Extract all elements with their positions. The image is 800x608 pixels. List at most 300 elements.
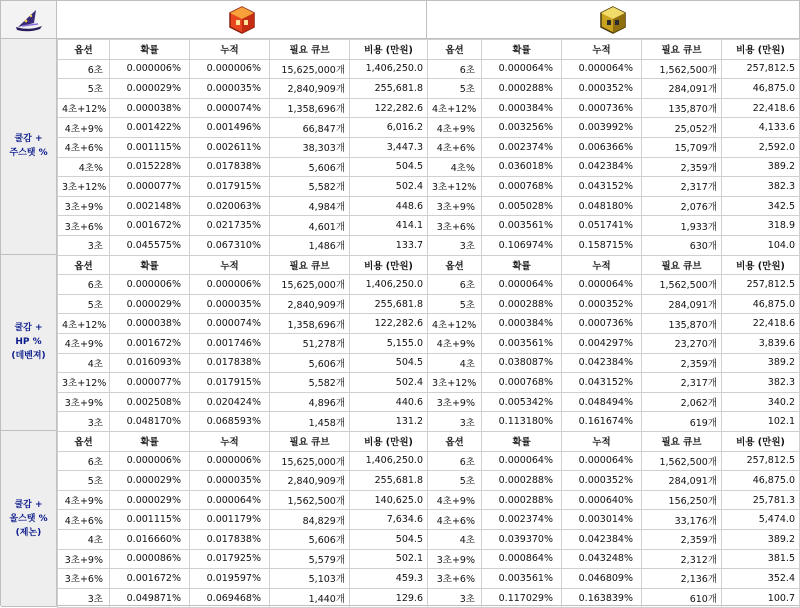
cost-cell: 340.2 [722,392,800,412]
cubes-needed-cell: 15,625,000개 [270,451,350,471]
cubes-needed-cell: 2,359개 [642,529,722,549]
cubes-needed-cell: 33,176개 [642,510,722,530]
table-row [58,471,428,491]
option-cell: 3초 [58,412,110,432]
cubes-needed-cell: 2,312개 [642,549,722,569]
table-row [58,490,428,510]
cubes-needed-cell: 1,562,500개 [642,59,722,79]
cubes-needed-cell: 38,303개 [270,137,350,157]
probability-cell: 0.000029% [110,294,190,314]
table-row [58,333,428,353]
option-cell: 4초+6% [428,510,482,530]
probability-cell: 0.045575% [110,235,190,255]
column-header: 필요 큐브 [642,40,722,60]
probability-cell: 0.000029% [110,490,190,510]
section-label-text: 쿨감 + 주스탯 % [9,134,48,159]
cumulative-cell: 0.000064% [190,490,270,510]
cost-cell: 131.2 [350,412,428,432]
section-label [1,39,57,255]
table-row [428,529,800,549]
column-header: 비용 (만원) [722,432,800,452]
cost-cell: 2,592.0 [722,137,800,157]
probability-cell: 0.000288% [482,294,562,314]
cubes-needed-cell: 2,359개 [642,157,722,177]
probability-cell: 0.000864% [482,549,562,569]
probability-cell: 0.036018% [482,157,562,177]
cumulative-cell: 0.020063% [190,196,270,216]
probability-cell: 0.002148% [110,196,190,216]
cost-cell: 102.1 [722,412,800,432]
cumulative-cell: 0.017915% [190,177,270,197]
column-header: 누적 [190,255,270,275]
probability-cell: 0.117029% [482,588,562,608]
cumulative-cell: 0.069468% [190,588,270,608]
cubes-needed-cell: 2,317개 [642,177,722,197]
probability-cell: 0.016093% [110,353,190,373]
cost-cell: 5,155.0 [350,333,428,353]
option-cell: 3초+12% [58,177,110,197]
cubes-needed-cell: 5,606개 [270,157,350,177]
option-cell: 6초 [428,451,482,471]
option-cell: 4초+9% [58,333,110,353]
option-cell: 6초 [58,59,110,79]
option-cell: 3초+12% [428,373,482,393]
probability-cell: 0.000768% [482,373,562,393]
cumulative-cell: 0.042384% [562,353,642,373]
table-row [58,157,428,177]
red-cube-header [57,1,427,39]
cost-cell: 389.2 [722,157,800,177]
cubes-needed-cell: 135,870개 [642,314,722,334]
column-header: 옵션 [428,40,482,60]
cubes-needed-cell: 1,562,500개 [642,275,722,295]
cumulative-cell: 0.017838% [190,157,270,177]
table-row [428,392,800,412]
cumulative-cell: 0.043248% [562,549,642,569]
probability-cell: 0.039370% [482,529,562,549]
table-row [428,569,800,589]
probability-cell: 0.001672% [110,569,190,589]
cumulative-cell: 0.000006% [190,59,270,79]
wizard-hat-icon [14,7,44,33]
option-cell: 5초 [58,79,110,99]
cubes-needed-cell: 51,278개 [270,333,350,353]
cost-cell: 100.7 [722,588,800,608]
table-row [58,137,428,157]
cubes-needed-cell: 66,847개 [270,118,350,138]
left-cube-table [57,255,428,432]
option-cell: 3초+9% [58,549,110,569]
cost-cell: 1,406,250.0 [350,59,428,79]
option-cell: 3초+9% [428,549,482,569]
cumulative-cell: 0.068593% [190,412,270,432]
cubes-needed-cell: 5,606개 [270,529,350,549]
right-cube-table [427,39,800,256]
table-row [428,353,800,373]
cubes-needed-cell: 2,359개 [642,353,722,373]
cumulative-cell: 0.042384% [562,529,642,549]
cost-cell: 22,418.6 [722,98,800,118]
cumulative-cell: 0.001179% [190,510,270,530]
cumulative-cell: 0.000736% [562,98,642,118]
option-cell: 3초+6% [428,216,482,236]
cumulative-cell: 0.042384% [562,157,642,177]
probability-cell: 0.002374% [482,510,562,530]
probability-cell: 0.005342% [482,392,562,412]
option-cell: 6초 [428,59,482,79]
cost-cell: 1,406,250.0 [350,275,428,295]
option-cell: 3초+9% [428,196,482,216]
probability-cell: 0.001422% [110,118,190,138]
option-cell: 4초 [428,353,482,373]
column-header: 확률 [482,40,562,60]
cumulative-cell: 0.000064% [562,451,642,471]
cubes-needed-cell: 2,136개 [642,569,722,589]
cumulative-cell: 0.000352% [562,79,642,99]
table-row [428,333,800,353]
option-cell: 6초 [58,275,110,295]
probability-cell: 0.005028% [482,196,562,216]
column-header: 옵션 [428,432,482,452]
table-row [58,98,428,118]
cumulative-cell: 0.161674% [562,412,642,432]
cost-cell: 389.2 [722,353,800,373]
table-row [58,235,428,255]
cost-cell: 502.1 [350,549,428,569]
cubes-needed-cell: 1,358,696개 [270,98,350,118]
cumulative-cell: 0.000074% [190,98,270,118]
cost-cell: 257,812.5 [722,451,800,471]
table-row [428,510,800,530]
cumulative-cell: 0.006366% [562,137,642,157]
cost-cell: 502.4 [350,177,428,197]
column-header: 누적 [562,255,642,275]
cubes-needed-cell: 1,562,500개 [270,490,350,510]
cost-cell: 257,812.5 [722,275,800,295]
cubes-needed-cell: 1,486개 [270,235,350,255]
column-header: 비용 (만원) [350,432,428,452]
right-cube-table [427,431,800,608]
table-row [428,235,800,255]
table-row [428,177,800,197]
cost-cell: 122,282.6 [350,314,428,334]
probability-cell: 0.001115% [110,510,190,530]
cubes-needed-cell: 4,896개 [270,392,350,412]
probability-cell: 0.016660% [110,529,190,549]
cost-cell: 46,875.0 [722,79,800,99]
option-cell: 3초 [428,412,482,432]
option-cell: 4초+9% [428,490,482,510]
left-cube-table [57,431,428,608]
probability-cell: 0.000288% [482,471,562,491]
cumulative-cell: 0.000006% [190,275,270,295]
cumulative-cell: 0.000064% [562,275,642,295]
gold-cube-header [427,1,799,39]
probability-cell: 0.106974% [482,235,562,255]
probability-cell: 0.038087% [482,353,562,373]
cumulative-cell: 0.000064% [562,59,642,79]
cost-cell: 46,875.0 [722,471,800,491]
option-cell: 4초+6% [58,510,110,530]
option-cell: 4초+12% [58,98,110,118]
table-header-row [428,432,800,452]
table-header-row [428,40,800,60]
cubes-needed-cell: 2,062개 [642,392,722,412]
table-row [428,451,800,471]
option-cell: 3초+9% [428,392,482,412]
cumulative-cell: 0.000035% [190,471,270,491]
probability-cell: 0.000064% [482,275,562,295]
cubes-needed-cell: 2,840,909개 [270,79,350,99]
option-cell: 4초+6% [428,137,482,157]
option-cell: 4초+9% [58,490,110,510]
cost-cell: 414.1 [350,216,428,236]
cumulative-cell: 0.001496% [190,118,270,138]
cumulative-cell: 0.043152% [562,177,642,197]
cumulative-cell: 0.067310% [190,235,270,255]
cumulative-cell: 0.000640% [562,490,642,510]
option-cell: 5초 [428,471,482,491]
column-header: 확률 [482,255,562,275]
probability-cell: 0.049871% [110,588,190,608]
cubes-needed-cell: 84,829개 [270,510,350,530]
probability-cell: 0.000077% [110,177,190,197]
cumulative-cell: 0.019597% [190,569,270,589]
cost-cell: 459.3 [350,569,428,589]
option-cell: 4초+9% [428,333,482,353]
cumulative-cell: 0.000006% [190,451,270,471]
option-cell: 3초+6% [58,569,110,589]
option-cell: 5초 [58,471,110,491]
cumulative-cell: 0.017838% [190,353,270,373]
option-cell: 3초 [428,588,482,608]
cost-cell: 3,839.6 [722,333,800,353]
cubes-needed-cell: 15,709개 [642,137,722,157]
table-header-row [58,40,428,60]
probability-cell: 0.003256% [482,118,562,138]
probability-cell: 0.000006% [110,451,190,471]
cubes-needed-cell: 15,625,000개 [270,59,350,79]
table-row [428,549,800,569]
cubes-needed-cell: 25,052개 [642,118,722,138]
table-row [58,275,428,295]
cubes-needed-cell: 5,103개 [270,569,350,589]
probability-cell: 0.000029% [110,471,190,491]
table-row [58,196,428,216]
table-row [428,196,800,216]
table-row [428,275,800,295]
table-row [428,79,800,99]
column-header: 옵션 [58,40,110,60]
cubes-needed-cell: 5,582개 [270,177,350,197]
cubes-needed-cell: 1,458개 [270,412,350,432]
option-cell: 4초+6% [58,137,110,157]
cost-cell: 440.6 [350,392,428,412]
cubes-needed-cell: 156,250개 [642,490,722,510]
probability-cell: 0.000288% [482,79,562,99]
probability-cell: 0.001672% [110,333,190,353]
option-cell: 4초% [428,157,482,177]
cubes-needed-cell: 23,270개 [642,333,722,353]
probability-cell: 0.003561% [482,569,562,589]
table-row [428,157,800,177]
table-row [428,373,800,393]
cubes-needed-cell: 1,562,500개 [642,451,722,471]
probability-cell: 0.000077% [110,373,190,393]
cumulative-cell: 0.000736% [562,314,642,334]
right-cube-table [427,255,800,432]
table-row [58,529,428,549]
probability-cell: 0.003561% [482,333,562,353]
option-cell: 6초 [58,451,110,471]
cost-cell: 382.3 [722,373,800,393]
table-row [58,392,428,412]
option-cell: 4초+9% [58,118,110,138]
cumulative-cell: 0.043152% [562,373,642,393]
option-cell: 3초+9% [58,392,110,412]
cumulative-cell: 0.163839% [562,588,642,608]
table-row [428,412,800,432]
cost-cell: 7,634.6 [350,510,428,530]
cubes-needed-cell: 619개 [642,412,722,432]
column-header: 비용 (만원) [722,255,800,275]
cubes-needed-cell: 1,358,696개 [270,314,350,334]
probability-cell: 0.002508% [110,392,190,412]
cubes-needed-cell: 135,870개 [642,98,722,118]
table-header-row [58,255,428,275]
cost-cell: 504.5 [350,353,428,373]
red-cube-icon [227,5,257,35]
cumulative-cell: 0.000035% [190,294,270,314]
table-row [58,294,428,314]
column-header: 필요 큐브 [270,255,350,275]
cost-cell: 352.4 [722,569,800,589]
section-label-text: 쿨감 + HP % (데벤져) [11,323,46,362]
option-cell: 4초+12% [58,314,110,334]
cubes-needed-cell: 5,582개 [270,373,350,393]
cumulative-cell: 0.158715% [562,235,642,255]
table-row [58,79,428,99]
table-row [58,177,428,197]
cost-cell: 381.5 [722,549,800,569]
cost-cell: 140,625.0 [350,490,428,510]
table-row [58,314,428,334]
cost-cell: 25,781.3 [722,490,800,510]
table-row [58,549,428,569]
column-header: 확률 [110,255,190,275]
probability-cell: 0.000038% [110,314,190,334]
cost-cell: 133.7 [350,235,428,255]
left-cube-table [57,39,428,256]
cost-cell: 382.3 [722,177,800,197]
option-cell: 3초 [428,235,482,255]
table-row [428,216,800,236]
cumulative-cell: 0.020424% [190,392,270,412]
option-cell: 4초 [58,353,110,373]
probability-cell: 0.048170% [110,412,190,432]
option-cell: 4초 [58,529,110,549]
cost-cell: 342.5 [722,196,800,216]
table-row [58,59,428,79]
column-header: 필요 큐브 [642,255,722,275]
table-header-row [428,255,800,275]
table-row [58,216,428,236]
cost-cell: 257,812.5 [722,59,800,79]
cubes-needed-cell: 630개 [642,235,722,255]
cubes-needed-cell: 284,091개 [642,294,722,314]
option-cell: 3초+12% [58,373,110,393]
table-row [428,118,800,138]
cumulative-cell: 0.051741% [562,216,642,236]
cubes-needed-cell: 4,984개 [270,196,350,216]
table-row [428,98,800,118]
cubes-needed-cell: 610개 [642,588,722,608]
cumulative-cell: 0.017915% [190,373,270,393]
column-header: 옵션 [58,432,110,452]
cubes-needed-cell: 15,625,000개 [270,275,350,295]
cost-cell: 3,447.3 [350,137,428,157]
table-row [58,510,428,530]
cumulative-cell: 0.004297% [562,333,642,353]
cost-cell: 5,474.0 [722,510,800,530]
table-row [58,118,428,138]
cubes-needed-cell: 2,840,909개 [270,294,350,314]
cost-cell: 255,681.8 [350,471,428,491]
cumulative-cell: 0.002611% [190,137,270,157]
cost-cell: 448.6 [350,196,428,216]
cubes-needed-cell: 2,317개 [642,373,722,393]
column-header: 옵션 [58,255,110,275]
probability-cell: 0.000006% [110,275,190,295]
cumulative-cell: 0.048180% [562,196,642,216]
column-header: 확률 [482,432,562,452]
column-header: 누적 [562,40,642,60]
column-header: 필요 큐브 [270,40,350,60]
table-header-row [58,432,428,452]
option-cell: 4초+12% [428,98,482,118]
cumulative-cell: 0.000074% [190,314,270,334]
section-label-text: 쿨감 + 올스탯 % (제논) [9,499,48,538]
column-header: 비용 (만원) [350,255,428,275]
probability-cell: 0.001115% [110,137,190,157]
header-corner [1,1,57,39]
cost-cell: 129.6 [350,588,428,608]
cost-cell: 504.5 [350,157,428,177]
column-header: 필요 큐브 [270,432,350,452]
column-header: 확률 [110,40,190,60]
table-row [58,373,428,393]
probability-cell: 0.000288% [482,490,562,510]
column-header: 옵션 [428,255,482,275]
probability-cell: 0.000384% [482,314,562,334]
cumulative-cell: 0.000352% [562,294,642,314]
option-cell: 3초+6% [428,569,482,589]
gold-cube-icon [598,5,628,35]
cubes-needed-cell: 5,606개 [270,353,350,373]
cost-cell: 389.2 [722,529,800,549]
option-cell: 5초 [428,294,482,314]
table-row [58,353,428,373]
table-row [428,294,800,314]
column-header: 필요 큐브 [642,432,722,452]
column-header: 누적 [562,432,642,452]
cubes-needed-cell: 284,091개 [642,79,722,99]
probability-cell: 0.002374% [482,137,562,157]
probability-cell: 0.003561% [482,216,562,236]
option-cell: 5초 [428,79,482,99]
option-cell: 3초+12% [428,177,482,197]
table-row [428,314,800,334]
